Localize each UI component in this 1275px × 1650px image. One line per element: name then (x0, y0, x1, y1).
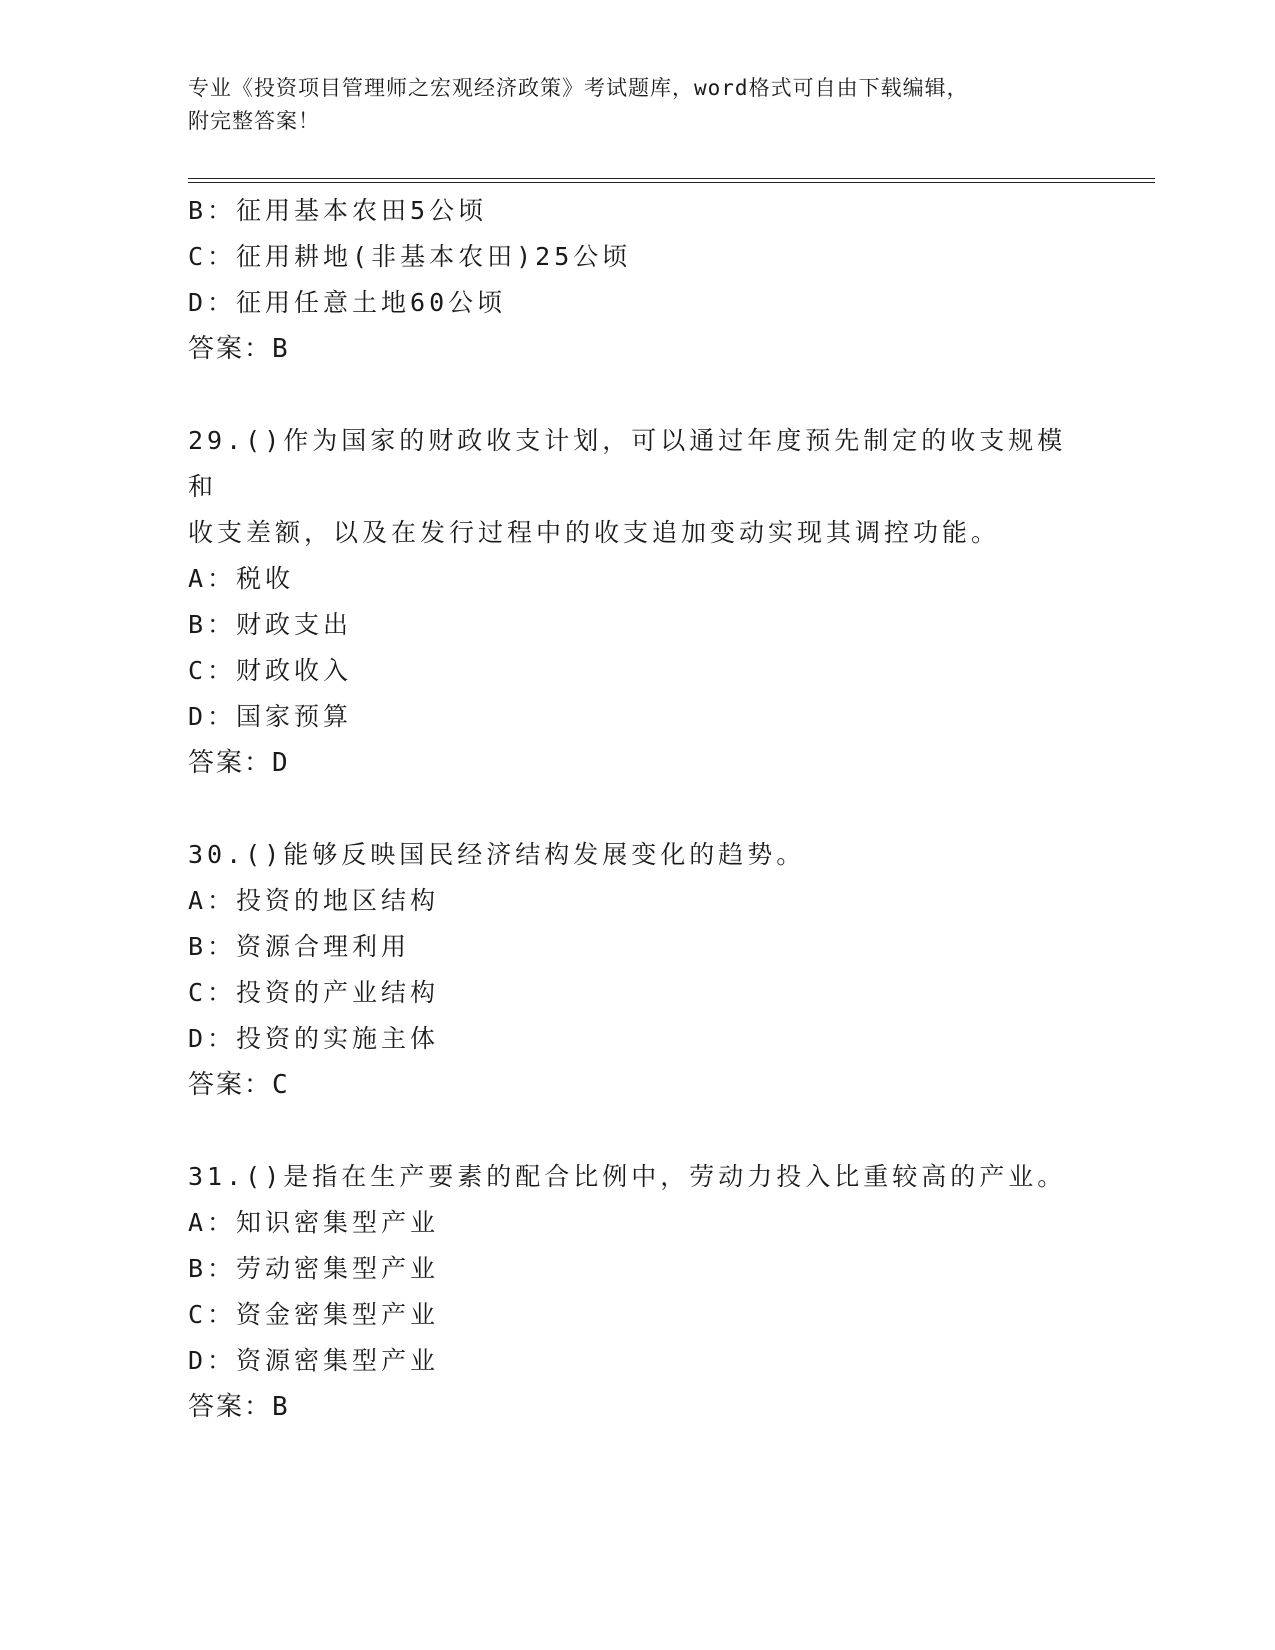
option-c: C：财政收入 (188, 656, 353, 685)
option-d: D：征用任意土地60公顷 (188, 288, 507, 317)
answer-label: 答案： (188, 748, 273, 778)
question-stem (188, 418, 1088, 556)
option-a: A：税收 (188, 564, 295, 593)
option-a: A：投资的地区结构 (188, 886, 440, 915)
question-29 (188, 418, 1148, 786)
answer-line (188, 1384, 1148, 1430)
question-list (188, 188, 1148, 1430)
stem-line-1: 31.()是指在生产要素的配合比例中，劳动力投入比重较高的产业。 (188, 1162, 1067, 1191)
question-31 (188, 1154, 1148, 1430)
spacer (188, 372, 1148, 418)
option-d: D：投资的实施主体 (188, 1024, 440, 1053)
stem-line-2: 收支差额，以及在发行过程中的收支追加变动实现其调控功能。 (188, 518, 1001, 547)
answer-label: 答案： (188, 334, 273, 364)
option-d: D：资源密集型产业 (188, 1346, 440, 1375)
spacer (188, 1108, 1148, 1154)
question-30 (188, 832, 1148, 1108)
answer-label: 答案： (188, 1070, 273, 1100)
document-header (188, 72, 1088, 138)
option-c: C：征用耕地(非基本农田)25公顷 (188, 242, 632, 271)
answer-value: D (272, 748, 290, 778)
option-a: A：知识密集型产业 (188, 1208, 440, 1237)
question-stem (188, 1154, 1088, 1200)
header-line-2: 附完整答案！ (188, 109, 320, 133)
answer-label: 答案： (188, 1392, 273, 1422)
answer-line (188, 1062, 1148, 1108)
option-d: D：国家预算 (188, 702, 353, 731)
question-stem (188, 832, 1088, 878)
answer-value: B (272, 1392, 290, 1422)
answer-value: B (272, 334, 290, 364)
stem-line-1: 29.()作为国家的财政收支计划，可以通过年度预先制定的收支规模和 (188, 426, 1067, 501)
option-c: C：资金密集型产业 (188, 1300, 440, 1329)
answer-line (188, 326, 1148, 372)
option-c: C：投资的产业结构 (188, 978, 440, 1007)
answer-line (188, 740, 1148, 786)
option-b: B：资源合理利用 (188, 932, 411, 961)
question-28-tail (188, 188, 1148, 372)
header-line-1: 专业《投资项目管理师之宏观经济政策》考试题库，word格式可自由下载编辑， (188, 76, 969, 100)
option-b: B：劳动密集型产业 (188, 1254, 440, 1283)
header-divider (188, 178, 1155, 183)
option-b: B：征用基本农田5公顷 (188, 196, 488, 225)
stem-line-1: 30.()能够反映国民经济结构发展变化的趋势。 (188, 840, 806, 869)
option-b: B：财政支出 (188, 610, 353, 639)
spacer (188, 786, 1148, 832)
answer-value: C (272, 1070, 290, 1100)
